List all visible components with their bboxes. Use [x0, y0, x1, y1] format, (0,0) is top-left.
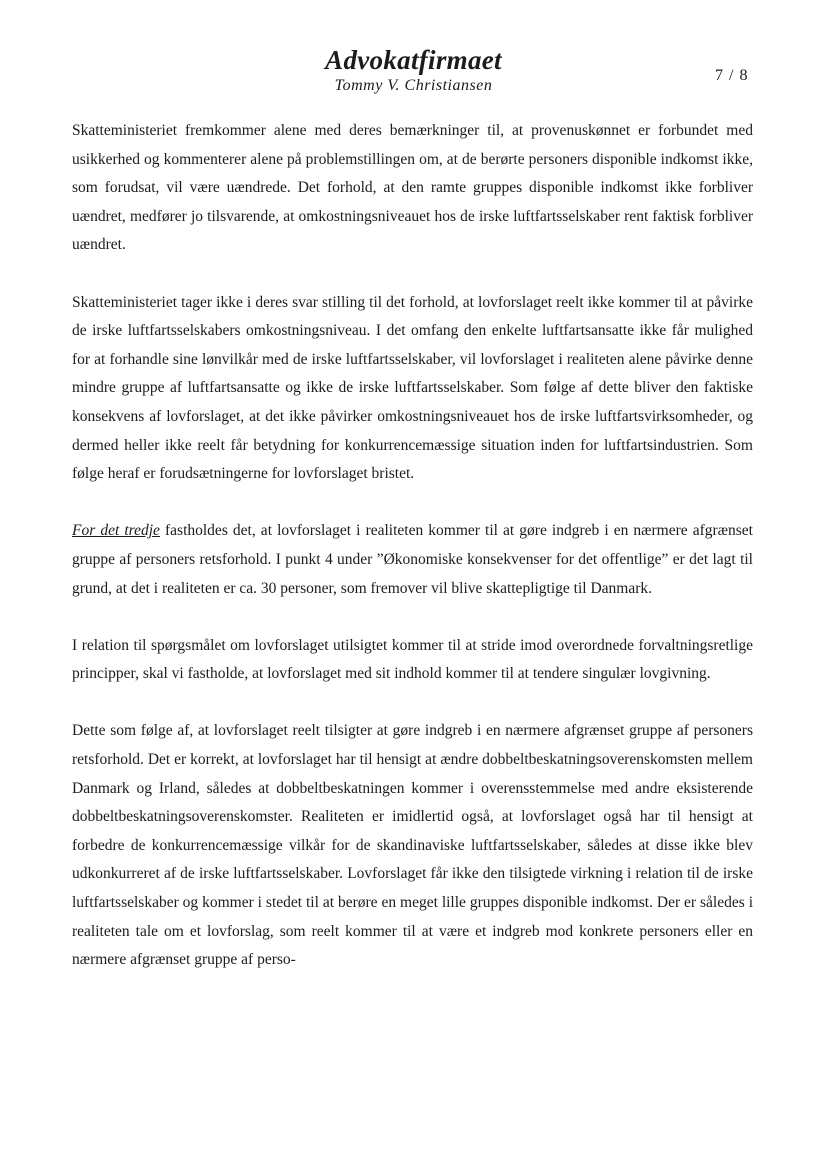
lawyer-name: Tommy V. Christiansen [334, 77, 493, 94]
paragraph-3 [72, 517, 753, 603]
firm-name: Advokatfirmaet [325, 45, 502, 75]
page-number: 7 / 8 [715, 67, 749, 84]
paragraph-3-lead: For det tredje [72, 522, 160, 540]
paragraph-3-text: fastholdes det, at lovforslaget i realiteten kommer til at gøre indgreb i en nærmere afgrænset gruppe af personers retsforhold. I punkt 4 under ”Økonomiske konsekvenser for det offentlige” er det lagt til grund, at det i realiteten er ca. 30 personer, som fremover vil blive skattepligtige til Danmark. [72, 522, 753, 597]
paragraph-4: I relation til spørgsmålet om lovforslaget utilsigtet kommer til at stride imod overordnede forvaltningsretlige principper, skal vi fastholde, at lovforslaget med sit indhold kommer til at tendere singulær lovgivning. [72, 636, 753, 683]
paragraph-1: Skatteministeriet fremkommer alene med deres bemærkninger til, at provenuskønnet er forbundet med usikkerhed og kommenterer alene på problemstillingen om, at de berørte personers disponible indkomst ikke, som forudsat, vil være uændrede. Det forhold, at den ramte gruppes disponible indkomst ikke forbliver uændret, medfører jo tilsvarende, at omkostningsniveauet hos de irske luftfartsselskaber rent faktisk forbliver uændret. [72, 122, 753, 254]
paragraph-2: Skatteministeriet tager ikke i deres svar stilling til det forhold, at lovforslaget reelt ikke kommer til at påvirke de irske luftfartsselskabers omkostningsniveau. I det omfang den enkelte luftfartsansatte ikke får mulighed for at forhandle sine lønvilkår med de irske luftfartsselskaber, vil lovforslaget i realiteten alene påvirke denne mindre gruppe af luftfartsansatte og ikke de irske luftfartsselskaber. Som følge af dette bliver den faktiske konsekvens af lovforslaget, at det ikke påvirker omkostningsniveauet hos de irske luftfartsvirksomheder, og dermed heller ikke reelt får betydning for konkurrencemæssige situation inden for luftfartsindustrien. Som følge heraf er forudsætningerne for lovforslaget bristet. [72, 293, 753, 483]
letter-body [72, 117, 753, 1003]
paragraph-5: Dette som følge af, at lovforslaget reelt tilsigter at gøre indgreb i en nærmere afgrænset gruppe af personers retsforhold. Det er korrekt, at lovforslaget har til hensigt at ændre dobbeltbeskatningsoverenskomsten mellem Danmark og Irland, således at dobbeltbeskatningen kommer i overensstemmelse med andre eksisterende dobbeltbeskatningsoverenskomster. Realiteten er imidlertid også, at lovforslaget også har til hensigt at forbedre de konkurrencemæssige vilkår for de skandinaviske luftfartsselskaber, således at disse ikke blev udkonkurreret af de irske luftfartsselskaber. Lovforslaget får ikke den tilsigtede virkning i relation til de irske luftfartsselskaber og kommer i stedet til at berøre en meget lille gruppes disponible indkomst. Der er således i realiteten tale om et lovforslag, som reelt kommer til at være et indgreb mod konkrete personers eller en nærmere afgrænset gruppe af perso- [72, 722, 753, 969]
